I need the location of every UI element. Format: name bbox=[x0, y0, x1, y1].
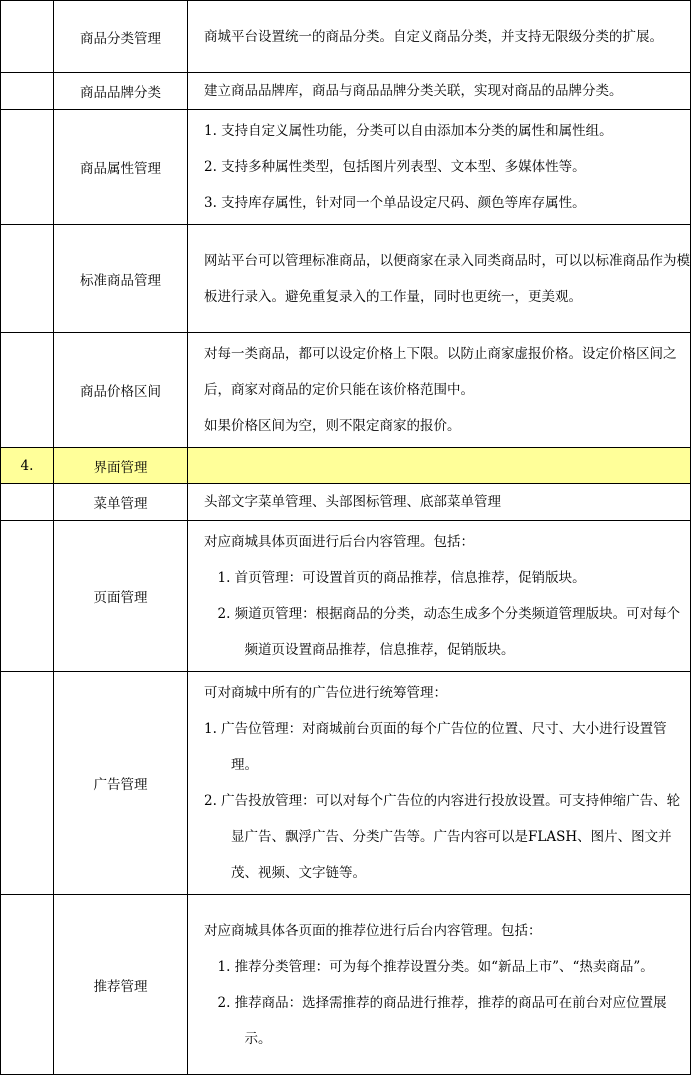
table-row bbox=[1, 672, 691, 895]
feature-name: 商品属性管理 bbox=[54, 110, 188, 225]
description-line: 商城平台设置统一的商品分类。自定义商品分类，并支持无限级分类的扩展。 bbox=[204, 28, 663, 45]
description-line: 1. 推荐分类管理：可为每个推荐设置分类。如“新品上市”、“热卖商品”。 bbox=[217, 958, 654, 975]
row-number bbox=[1, 333, 54, 448]
description-line: 2. 频道页管理：根据商品的分类，动态生成多个分类频道管理版块。可对每个频道页设置商品推荐，信息推荐，促销版块。 bbox=[217, 606, 681, 658]
description-line: 可对商城中所有的广告位进行统筹管理： bbox=[204, 685, 447, 701]
description-line: 建立商品品牌库，商品与商品品牌分类关联，实现对商品的品牌分类。 bbox=[204, 83, 623, 99]
feature-name: 推荐管理 bbox=[54, 895, 188, 1075]
row-number bbox=[1, 672, 54, 895]
table-row bbox=[1, 73, 691, 110]
feature-description bbox=[188, 448, 691, 484]
row-number bbox=[1, 521, 54, 672]
feature-name: 商品价格区间 bbox=[54, 333, 188, 448]
description-line: 头部文字菜单管理、头部图标管理、底部菜单管理 bbox=[204, 494, 501, 510]
description-line: 1. 支持自定义属性功能，分类可以自由添加本分类的属性和属性组。 bbox=[204, 123, 613, 139]
feature-description bbox=[188, 1, 691, 73]
table-row bbox=[1, 333, 691, 448]
description-line: 如果价格区间为空，则不限定商家的报价。 bbox=[204, 418, 461, 434]
description-line: 1. 广告位管理：对商城前台页面的每个广告位的位置、尺寸、大小进行设置管理。 bbox=[204, 721, 667, 773]
row-number bbox=[1, 1, 54, 73]
row-number bbox=[1, 895, 54, 1075]
feature-description bbox=[188, 895, 691, 1075]
section-number: 4. bbox=[1, 448, 54, 484]
table-row bbox=[1, 521, 691, 672]
feature-description bbox=[188, 484, 691, 521]
description-line: 1. 首页管理：可设置首页的商品推荐，信息推荐，促销版块。 bbox=[217, 570, 586, 586]
feature-name: 商品品牌分类 bbox=[54, 73, 188, 110]
table-row bbox=[1, 225, 691, 333]
description-line: 对每一类商品，都可以设定价格上下限。以防止商家虚报价格。设定价格区间之后，商家对商品的定价只能在该价格范围中。 bbox=[204, 346, 677, 398]
feature-description bbox=[188, 333, 691, 448]
section-header-row bbox=[1, 448, 691, 484]
description-line: 对应商城具体页面进行后台内容管理。包括： bbox=[204, 534, 474, 550]
table-row bbox=[1, 1, 691, 73]
feature-description bbox=[188, 73, 691, 110]
description-line: 2. 推荐商品：选择需推荐的商品进行推荐，推荐的商品可在前台对应位置展示。 bbox=[217, 994, 667, 1047]
table-row bbox=[1, 484, 691, 521]
section-title: 界面管理 bbox=[54, 448, 188, 484]
feature-name: 菜单管理 bbox=[54, 484, 188, 521]
feature-name: 标准商品管理 bbox=[54, 225, 188, 333]
description-line: 2. 支持多种属性类型，包括图片列表型、文本型、多媒体性等。 bbox=[204, 159, 586, 175]
table-row bbox=[1, 895, 691, 1075]
feature-name: 页面管理 bbox=[54, 521, 188, 672]
row-number bbox=[1, 73, 54, 110]
feature-name: 商品分类管理 bbox=[54, 1, 188, 73]
feature-description bbox=[188, 110, 691, 225]
description-line: 2. 广告投放管理：可以对每个广告位的内容进行投放设置。可支持伸缩广告、轮显广告、飘浮广告、分类广告等。广告内容可以是FLASH、图片、图文并茂、视频、文字链等。 bbox=[204, 793, 681, 881]
description-line: 网站平台可以管理标准商品，以便商家在录入同类商品时，可以以标准商品作为模板进行录入。避免重复录入的工作量，同时也更统一，更美观。 bbox=[204, 252, 690, 305]
feature-description bbox=[188, 521, 691, 672]
feature-description bbox=[188, 225, 691, 333]
row-number bbox=[1, 484, 54, 521]
feature-description bbox=[188, 672, 691, 895]
row-number bbox=[1, 110, 54, 225]
description-line: 3. 支持库存属性，针对同一个单品设定尺码、颜色等库存属性。 bbox=[204, 195, 586, 211]
table-row bbox=[1, 110, 691, 225]
row-number bbox=[1, 225, 54, 333]
description-line: 对应商城具体各页面的推荐位进行后台内容管理。包括： bbox=[204, 922, 542, 939]
feature-name: 广告管理 bbox=[54, 672, 188, 895]
